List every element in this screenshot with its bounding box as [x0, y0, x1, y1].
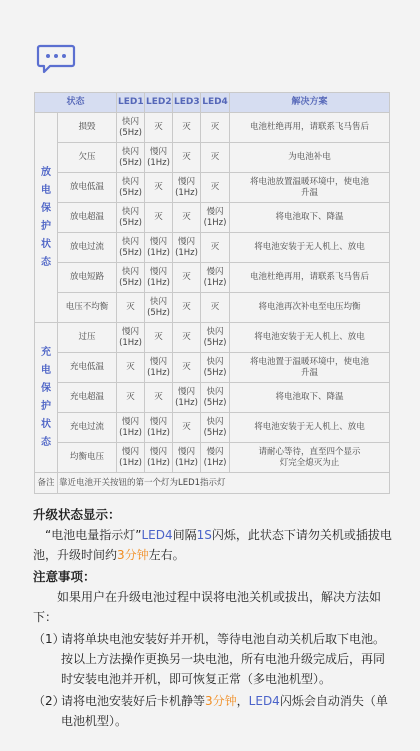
led1-cell: 快闪 (5Hz) — [117, 143, 145, 173]
table-row — [35, 263, 390, 293]
notice-item-2-text-a: 请将电池安装好后卡机静等 — [61, 694, 206, 708]
header-led3: LED3 — [173, 93, 201, 113]
table-row — [35, 413, 390, 443]
led3-cell: 灭 — [173, 353, 201, 383]
led4-cell: 灭 — [201, 143, 230, 173]
state-cell: 充电低温 — [58, 353, 117, 383]
header-solution: 解决方案 — [230, 93, 390, 113]
group-label-char: 护 — [41, 400, 51, 412]
notice-item-2 — [33, 691, 395, 731]
led4-cell: 快闪 (5Hz) — [201, 383, 230, 413]
solution-cell: 电池杜绝再用，请联系飞马售后 — [230, 113, 390, 143]
led3-cell: 灭 — [173, 263, 201, 293]
notice-item-2-text-b: 闪烁会自动消失（单电池机型）。 — [61, 694, 388, 728]
table-row — [35, 443, 390, 473]
solution-cell: 为电池补电 — [230, 143, 390, 173]
upgrade-text-2: 间隔 — [172, 528, 197, 542]
led2-cell: 慢闪 (1Hz) — [145, 413, 173, 443]
led2-cell: 快闪 (5Hz) — [145, 293, 173, 323]
led4-cell: 灭 — [201, 113, 230, 143]
upgrade-text-3: 闪烁，此状态下请勿关机或插拔电池，升级时间约 — [33, 528, 392, 562]
led4-cell: 快闪 (5Hz) — [201, 413, 230, 443]
state-cell: 充电过流 — [58, 413, 117, 443]
header-led4: LED4 — [201, 93, 230, 113]
state-cell: 放电过流 — [58, 233, 117, 263]
led1-cell: 慢闪 (1Hz) — [117, 443, 145, 473]
led1-cell: 慢闪 (1Hz) — [117, 413, 145, 443]
group-label — [35, 323, 58, 473]
led1-cell: 灭 — [117, 353, 145, 383]
state-cell: 均衡电压 — [58, 443, 117, 473]
led2-cell: 灭 — [145, 173, 173, 203]
note-label: 备注 — [35, 473, 58, 494]
solution-cell: 将电池安装于无人机上、放电 — [230, 323, 390, 353]
table-row — [35, 353, 390, 383]
notice-item-2-comma: ， — [236, 694, 249, 708]
led1-cell: 灭 — [117, 293, 145, 323]
table-row — [35, 143, 390, 173]
chat-bubble-icon — [36, 44, 76, 74]
led1-cell: 快闪 (5Hz) — [117, 263, 145, 293]
state-cell: 放电超温 — [58, 203, 117, 233]
led3-cell: 灭 — [173, 203, 201, 233]
state-cell: 欠压 — [58, 143, 117, 173]
led4-cell: 灭 — [201, 293, 230, 323]
table-row — [35, 173, 390, 203]
led2-cell: 慢闪 (1Hz) — [145, 263, 173, 293]
notice-item-1-text: 请将单块电池安装好并开机，等待电池自动关机后取下电池。按以上方法操作更换另一块电池，所有电池升级完成后，再同时安装电池并开机，即可恢复正常（多电池机型）。 — [61, 632, 386, 686]
led3-cell: 慢闪 (1Hz) — [173, 383, 201, 413]
upgrade-text-1: “电池电量指示灯” — [45, 528, 142, 542]
notice-item-2-duration: 3分钟 — [205, 694, 237, 708]
upgrade-led4: LED4 — [141, 528, 173, 542]
led-status-table — [34, 92, 390, 494]
group-label-char: 保 — [41, 382, 51, 394]
led2-cell: 慢闪 (1Hz) — [145, 353, 173, 383]
solution-cell: 将电池取下、降温 — [230, 383, 390, 413]
led1-cell: 快闪 (5Hz) — [117, 113, 145, 143]
upgrade-interval: 1S — [196, 528, 212, 542]
led4-cell: 快闪 (5Hz) — [201, 353, 230, 383]
led2-cell: 慢闪 (1Hz) — [145, 143, 173, 173]
led3-cell: 灭 — [173, 113, 201, 143]
led3-cell: 灭 — [173, 413, 201, 443]
group-label-char: 电 — [41, 184, 51, 196]
table-row — [35, 323, 390, 353]
solution-cell: 将电池安装于无人机上、放电 — [230, 413, 390, 443]
table-row — [35, 293, 390, 323]
led4-cell: 慢闪 (1Hz) — [201, 203, 230, 233]
led2-cell: 慢闪 (1Hz) — [145, 233, 173, 263]
led4-cell: 灭 — [201, 173, 230, 203]
group-label-char: 电 — [41, 364, 51, 376]
state-cell: 损毁 — [58, 113, 117, 143]
solution-cell: 将电池取下、降温 — [230, 203, 390, 233]
solution-cell: 电池杜绝再用，请联系飞马售后 — [230, 263, 390, 293]
led2-cell: 灭 — [145, 323, 173, 353]
group-label-char: 护 — [41, 220, 51, 232]
upgrade-section — [33, 505, 393, 565]
group-label — [35, 113, 58, 323]
led4-cell: 灭 — [201, 233, 230, 263]
table-row — [35, 203, 390, 233]
group-label-char: 状 — [41, 418, 51, 430]
notice-item-1-number: （1） — [33, 632, 65, 646]
led1-cell: 灭 — [117, 383, 145, 413]
note-row — [35, 473, 390, 494]
led4-cell: 快闪 (5Hz) — [201, 323, 230, 353]
led4-cell: 慢闪 (1Hz) — [201, 443, 230, 473]
header-led2: LED2 — [145, 93, 173, 113]
group-label-char: 态 — [41, 436, 51, 448]
notice-title: 注意事项： — [33, 569, 96, 584]
led3-cell: 慢闪 (1Hz) — [173, 233, 201, 263]
group-label-char: 放 — [41, 166, 51, 178]
group-label-char: 保 — [41, 202, 51, 214]
state-cell: 放电短路 — [58, 263, 117, 293]
led2-cell: 灭 — [145, 383, 173, 413]
led4-cell: 慢闪 (1Hz) — [201, 263, 230, 293]
group-label-char: 态 — [41, 256, 51, 268]
header-led1: LED1 — [117, 93, 145, 113]
notice-item-2-led4: LED4 — [248, 694, 280, 708]
led3-cell: 慢闪 (1Hz) — [173, 173, 201, 203]
solution-cell: 将电池置于温暖环境中，使电池 升温 — [230, 353, 390, 383]
led3-cell: 灭 — [173, 323, 201, 353]
upgrade-text-4: 左右。 — [148, 548, 185, 562]
led3-cell: 慢闪 (1Hz) — [173, 443, 201, 473]
solution-cell: 将电池安装于无人机上、放电 — [230, 233, 390, 263]
table-header-row — [35, 93, 390, 113]
led3-cell: 灭 — [173, 293, 201, 323]
led1-cell: 快闪 (5Hz) — [117, 203, 145, 233]
table-row — [35, 383, 390, 413]
state-cell: 充电超温 — [58, 383, 117, 413]
table-row — [35, 233, 390, 263]
state-cell: 过压 — [58, 323, 117, 353]
led2-cell: 灭 — [145, 113, 173, 143]
note-text: 靠近电池开关按钮的第一个灯为LED1指示灯 — [58, 473, 390, 494]
notice-item-1 — [33, 629, 395, 689]
notice-intro: 如果用户在升级电池过程中误将电池关机或拔出，解决方法如下： — [33, 590, 382, 624]
notice-item-2-number: （2） — [33, 694, 65, 708]
led2-cell: 灭 — [145, 203, 173, 233]
solution-cell: 请耐心等待，直至四个显示 灯完全熄灭为止 — [230, 443, 390, 473]
notice-section — [33, 567, 393, 627]
upgrade-duration: 3分钟 — [117, 548, 149, 562]
table-row — [35, 113, 390, 143]
upgrade-title: 升级状态显示： — [33, 507, 121, 522]
solution-cell: 将电池放置温暖环境中，使电池 升温 — [230, 173, 390, 203]
group-label-char: 状 — [41, 238, 51, 250]
state-cell: 放电低温 — [58, 173, 117, 203]
led1-cell: 快闪 (5Hz) — [117, 233, 145, 263]
group-label-char: 充 — [41, 346, 51, 358]
header-state: 状态 — [35, 93, 117, 113]
state-cell: 电压不均衡 — [58, 293, 117, 323]
led1-cell: 快闪 (5Hz) — [117, 173, 145, 203]
solution-cell: 将电池再次补电至电压均衡 — [230, 293, 390, 323]
led1-cell: 慢闪 (1Hz) — [117, 323, 145, 353]
led2-cell: 慢闪 (1Hz) — [145, 443, 173, 473]
led3-cell: 灭 — [173, 143, 201, 173]
